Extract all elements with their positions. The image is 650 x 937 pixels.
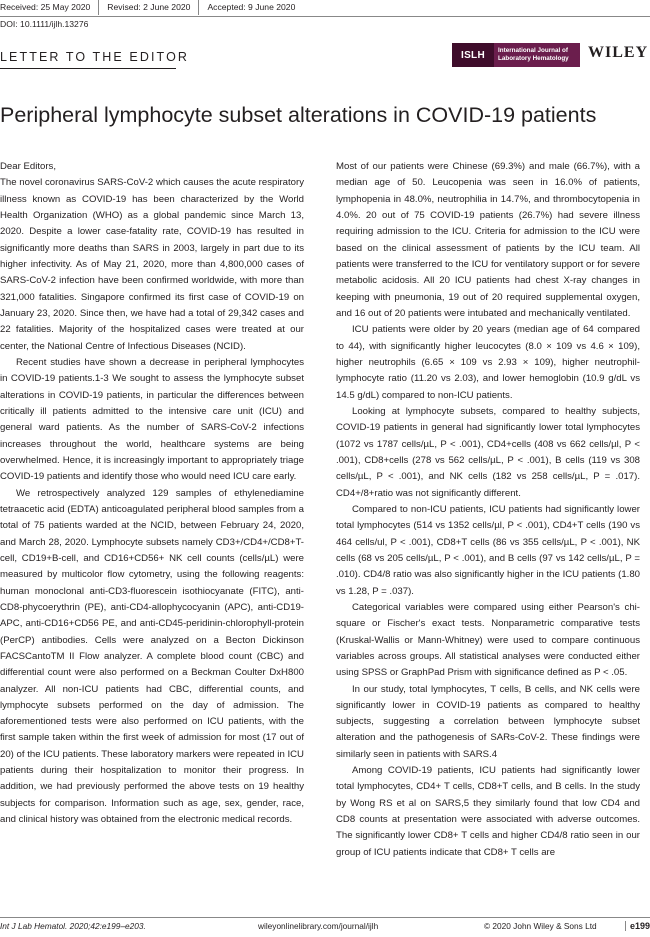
paragraph: The novel coronavirus SARS-CoV-2 which causes the acute respiratory illness known as COVID-19 has been characterized by the World Health Organization (WHO) as a global pandemic since March 13, 2020. Despite a lower case-fatality rate, COVID-19 has resulted in significantly more deaths than SARS in 2003, largely in part due to its higher infectivity. As of May 21, 2020, more than 4,800,000 cases of SARS-CoV-2 infection have been confirmed worldwide, with more than 321,000 fatalities. Singapore confirmed its first case of COVID-19 on January 23, 2020. Since then, we have had a total of 29,342 cases and 22 fatalities. Majority of the hospitalized cases were treated at our center, the National Centre of Infectious Diseases (NCID).	[0, 177, 304, 352]
section-label: LETTER TO THE EDITOR	[0, 50, 190, 64]
journal-name-line1: International Journal of	[498, 47, 568, 54]
page-footer	[0, 921, 650, 935]
journal-url[interactable]: wileyonlinelibrary.com/journal/ijlh	[258, 921, 379, 931]
salutation: Dear Editors,	[0, 161, 56, 172]
doi[interactable]: DOI: 10.1111/ijlh.13276	[0, 19, 89, 29]
paragraph: Categorical variables were compared using either Pearson's chi-square or Fischer's exact tests. Nonparametric comparative tests (Kruskal-Wallis or Mann-Whitney) were used to compare continuous variables across groups. All statistical analyses were conducted either using SPSS or GraphPad Prism with significance defined as P < .05.	[336, 601, 640, 679]
paragraph: Among COVID-19 patients, ICU patients had significantly lower total lymphocytes, CD4+ T cells, CD8+T cells, and B cells. In the study by Wong RS et al on SARS,5 they similarly found that low CD4 and CD8 counts at presentation were associated with adverse outcomes. The significantly lower CD8+ T cells and higher CD4/8 ratio seen in our group of ICU patients indicate that CD8+ T cells are	[336, 765, 640, 858]
header-divider	[0, 16, 650, 17]
footer-divider	[0, 917, 650, 918]
article-title: Peripheral lymphocyte subset alterations in COVID-19 patients	[0, 103, 597, 127]
revised-date: Revised: 2 June 2020	[107, 0, 199, 15]
paragraph: We retrospectively analyzed 129 samples of ethylenediamine tetraacetic acid (EDTA) anticoagulated peripheral blood samples from a total of 75 patients warded at the NCID, between February 24, 2020, and March 28, 2020. Lymphocyte subsets namely CD3+/CD4+/CD8+T-cell, CD19+B-cell, and CD16+CD56+ NK cell counts (cells/µL) were measured by multicolor flow cytometry, using the following reagents: human monoclonal anti-CD3-fluorescein isothiocyanate (FITC), anti-CD8-phycoerythrin (PE), anti-CD4-allophycocyanin (APC), anti-CD19-APC, anti-CD16+CD56 PE, and anti-CD45-peridinin-chlorophyll-protein (PerCP) antibodies. Cells were analyzed on a Becton Dickinson FACSCantoTM II Flow analyzer. A complete blood count (CBC) and differential count were also performed on a Beckman Coulter DxH800 analyzer. All non-ICU patients had CBC, differential counts, and lymphocyte subsets performed on the day of admission. The aforementioned tests were also performed on ICU patients, with the first sample taken within the first week of admission for most (17 out of 20) of the ICU patients. These laboratory markers were repeated in ICU patients during their hospitalization to monitor their progress. In addition, we had previously performed the above tests on 19 healthy subjects for comparison. Information such as age, sex, gender, race, and clinical history was obtained from the electronic medical records.	[0, 487, 304, 826]
society-logo: ISLH	[452, 43, 494, 67]
page-number: e199	[625, 921, 650, 931]
paragraph: ICU patients were older by 20 years (median age of 64 compared to 44), with significantly higher leucocytes (8.0 × 109 vs 4.6 × 109), higher neutrophils (6.65 × 109 vs 2.93 × 109), higher neutrophil-lymphocyte ratio (11.20 vs 2.03), and lower hemoglobin (10.9 g/dL vs 14.5 g/dL) compared to non-ICU patients.	[336, 324, 640, 401]
article-dates	[0, 0, 311, 15]
journal-name-line2: Laboratory Hematology	[498, 55, 569, 62]
paragraph: In our study, total lymphocytes, T cells, B cells, and NK cells were significantly lower in COVID-19 patients as compared to healthy subjects, suggesting a correlation between lymphocyte subset alteration and the pathogenesis of SARs-CoV-2. These findings were similarly seen in patients with SARS.4	[336, 683, 640, 760]
copyright: © 2020 John Wiley & Sons Ltd	[484, 921, 597, 931]
journal-name	[494, 47, 569, 63]
section-underline	[0, 68, 176, 69]
left-column	[0, 159, 304, 828]
right-column	[336, 159, 640, 861]
accepted-date: Accepted: 9 June 2020	[207, 2, 296, 12]
citation: Int J Lab Hematol. 2020;42:e199–e203.	[0, 921, 146, 931]
paragraph: Looking at lymphocyte subsets, compared to healthy subjects, COVID-19 patients in general had significantly lower total lymphocytes (1072 vs 1787 cells/µL, P < .001), CD4+cells (408 vs 662 cells/µl, P < .001), CD8+cells (278 vs 562 cells/µL, P < .001), B cells (119 vs 308 cells/µL, P < .001), and NK cells (182 vs 258 cells/µL, P = .017). CD4+/8+ratio was not significantly different.	[336, 405, 640, 499]
received-date: Received: 25 May 2020	[0, 0, 99, 15]
paragraph: Compared to non-ICU patients, ICU patients had significantly lower total lymphocytes (514 vs 1352 cells/µl, P < .001), CD4+T cells (190 vs 464 cells/ul, P < .001), CD8+T cells (86 vs 355 cells/µL, P < .001), NK cells (68 vs 205 cells/µL, P < .001), and B cells (97 vs 142 cells/µL, P = .010). CD4/8 ratio was also significantly higher in the ICU patients (1.80 vs 1.28, P = .037).	[336, 503, 640, 597]
paragraph: Most of our patients were Chinese (69.3%) and male (66.7%), with a median age of 50. Leucopenia was seen in 16.0% of patients, lymphopenia in 48.0%, neutrophilia in 14.7%, and thrombocytopenia in 4.0%. 20 out of 75 COVID-19 patients (26.7%) had severe illness requiring admission to the ICU. Criteria for admission to the ICU were based on the clinical assessment of patients by the ICU team. All patients were transferred to the ICU for ventilatory support or for severe metabolic acidosis. All 20 ICU patients had chest X-ray changes in keeping with pneumonia, 19 out of 20 required supplemental oxygen, and 16 out of 20 patients were intubated and mechanically ventilated.	[336, 161, 640, 319]
paragraph: Recent studies have shown a decrease in peripheral lymphocytes in COVID-19 patients.1-3 We sought to assess the lymphocyte subset alterations in COVID-19 patients, in particular the differences between critically ill patients admitted to the intensive care unit (ICU) and general ward patients. As the number of SARS-CoV-2 infections increases throughout the world, healthcare systems are being overwhelmed. Hence, it is increasingly important to appropriately triage COVID-19 patients and identify those who would need ICU care early.	[0, 356, 304, 483]
journal-logo[interactable]	[452, 43, 580, 67]
publisher-logo[interactable]: WILEY	[588, 44, 649, 61]
